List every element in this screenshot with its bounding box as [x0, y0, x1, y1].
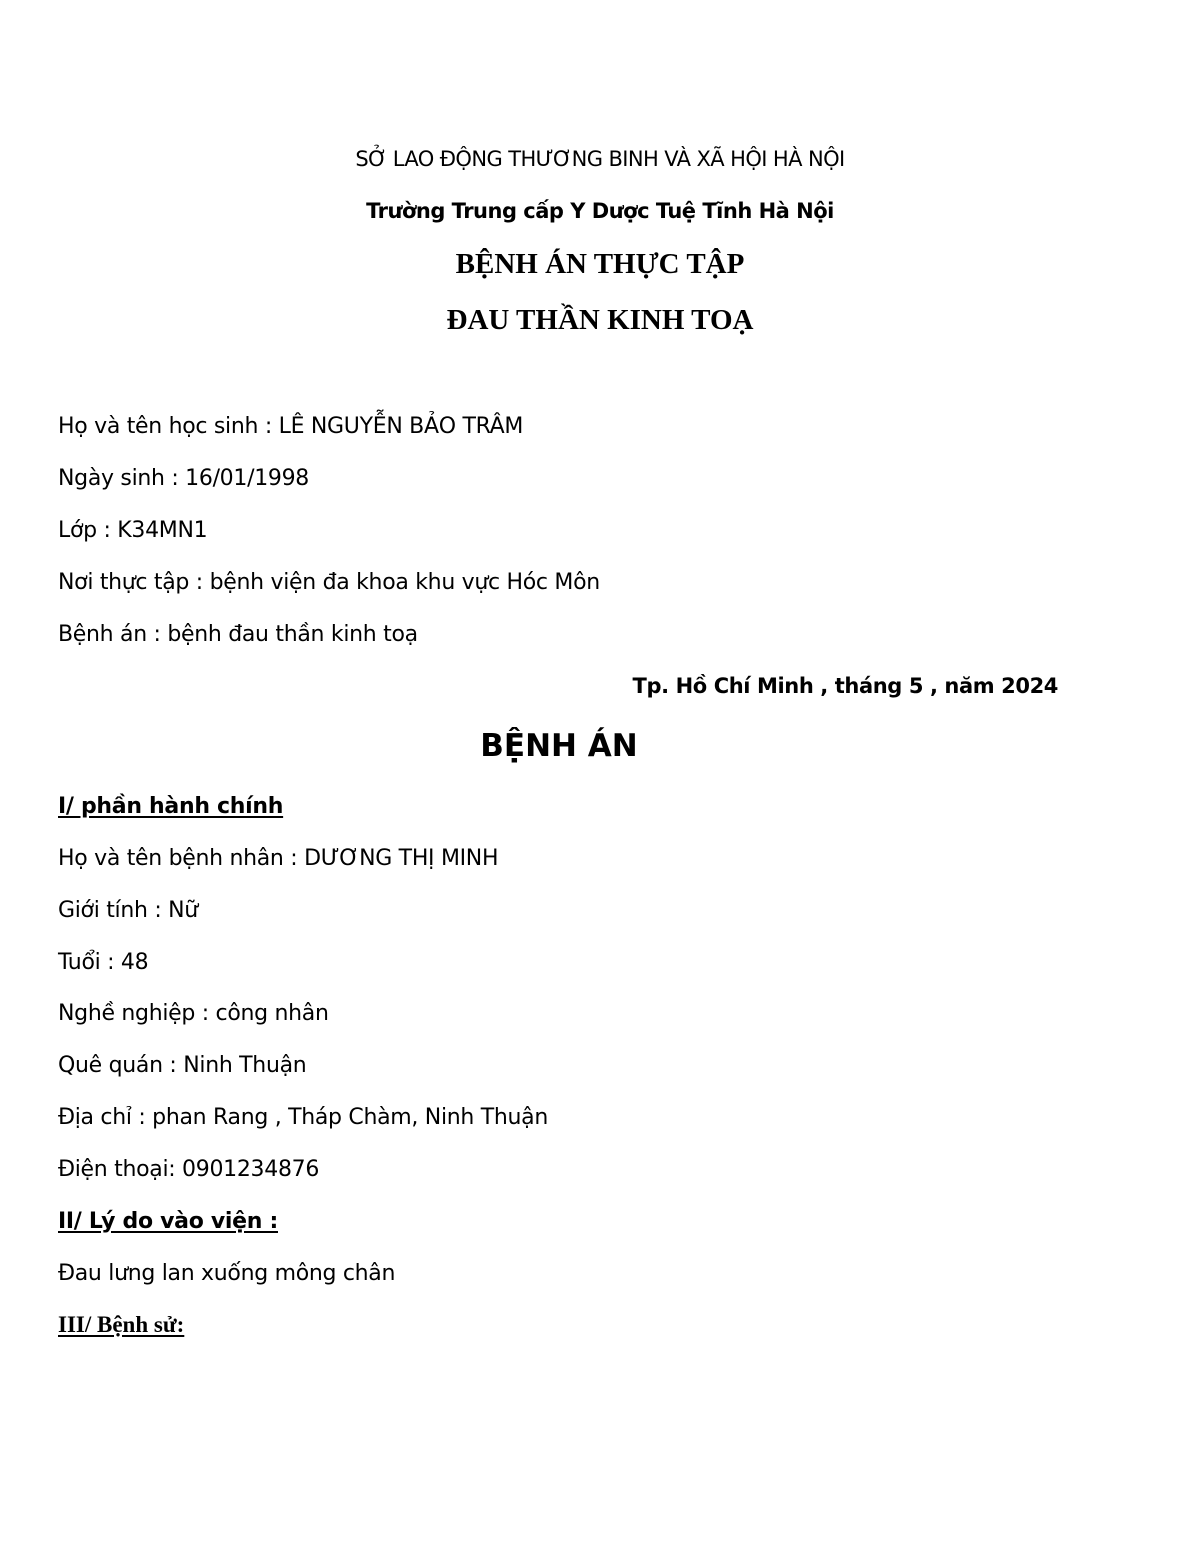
patient-phone: Điện thoại: 0901234876	[58, 1157, 320, 1182]
section-1-heading: I/ phần hành chính	[58, 794, 284, 819]
school-name: Trường Trung cấp Y Dược Tuệ Tĩnh Hà Nội	[366, 199, 834, 223]
admission-reason: Đau lưng lan xuống mông chân	[58, 1261, 396, 1286]
student-name: Họ và tên học sinh : LÊ NGUYỄN BẢO TRÂM	[58, 414, 524, 439]
record-title: BỆNH ÁN	[480, 728, 638, 764]
document-subtitle: ĐAU THẦN KINH TOẠ	[446, 304, 754, 336]
patient-age: Tuổi : 48	[58, 950, 149, 975]
internship-place: Nơi thực tập : bệnh viện đa khoa khu vực Hóc Môn	[58, 570, 600, 595]
section-3-heading: III/ Bệnh sử:	[58, 1312, 185, 1337]
patient-job: Nghề nghiệp : công nhân	[58, 1001, 329, 1026]
patient-address: Địa chỉ : phan Rang , Tháp Chàm, Ninh Thuận	[58, 1105, 549, 1130]
department-header: SỞ LAO ĐỘNG THƯƠNG BINH VÀ XÃ HỘI HÀ NỘI	[355, 147, 845, 171]
section-2-heading: II/ Lý do vào viện :	[58, 1209, 278, 1234]
patient-gender: Giới tính : Nữ	[58, 898, 198, 923]
date-location: Tp. Hồ Chí Minh , tháng 5 , năm 2024	[632, 674, 1058, 698]
student-class: Lớp : K34MN1	[58, 518, 208, 543]
student-dob: Ngày sinh : 16/01/1998	[58, 466, 309, 491]
case-name: Bệnh án : bệnh đau thần kinh toạ	[58, 622, 418, 647]
document-title: BỆNH ÁN THỰC TẬP	[455, 248, 745, 280]
patient-name: Họ và tên bệnh nhân : DƯƠNG THỊ MINH	[58, 846, 499, 871]
patient-hometown: Quê quán : Ninh Thuận	[58, 1053, 307, 1078]
